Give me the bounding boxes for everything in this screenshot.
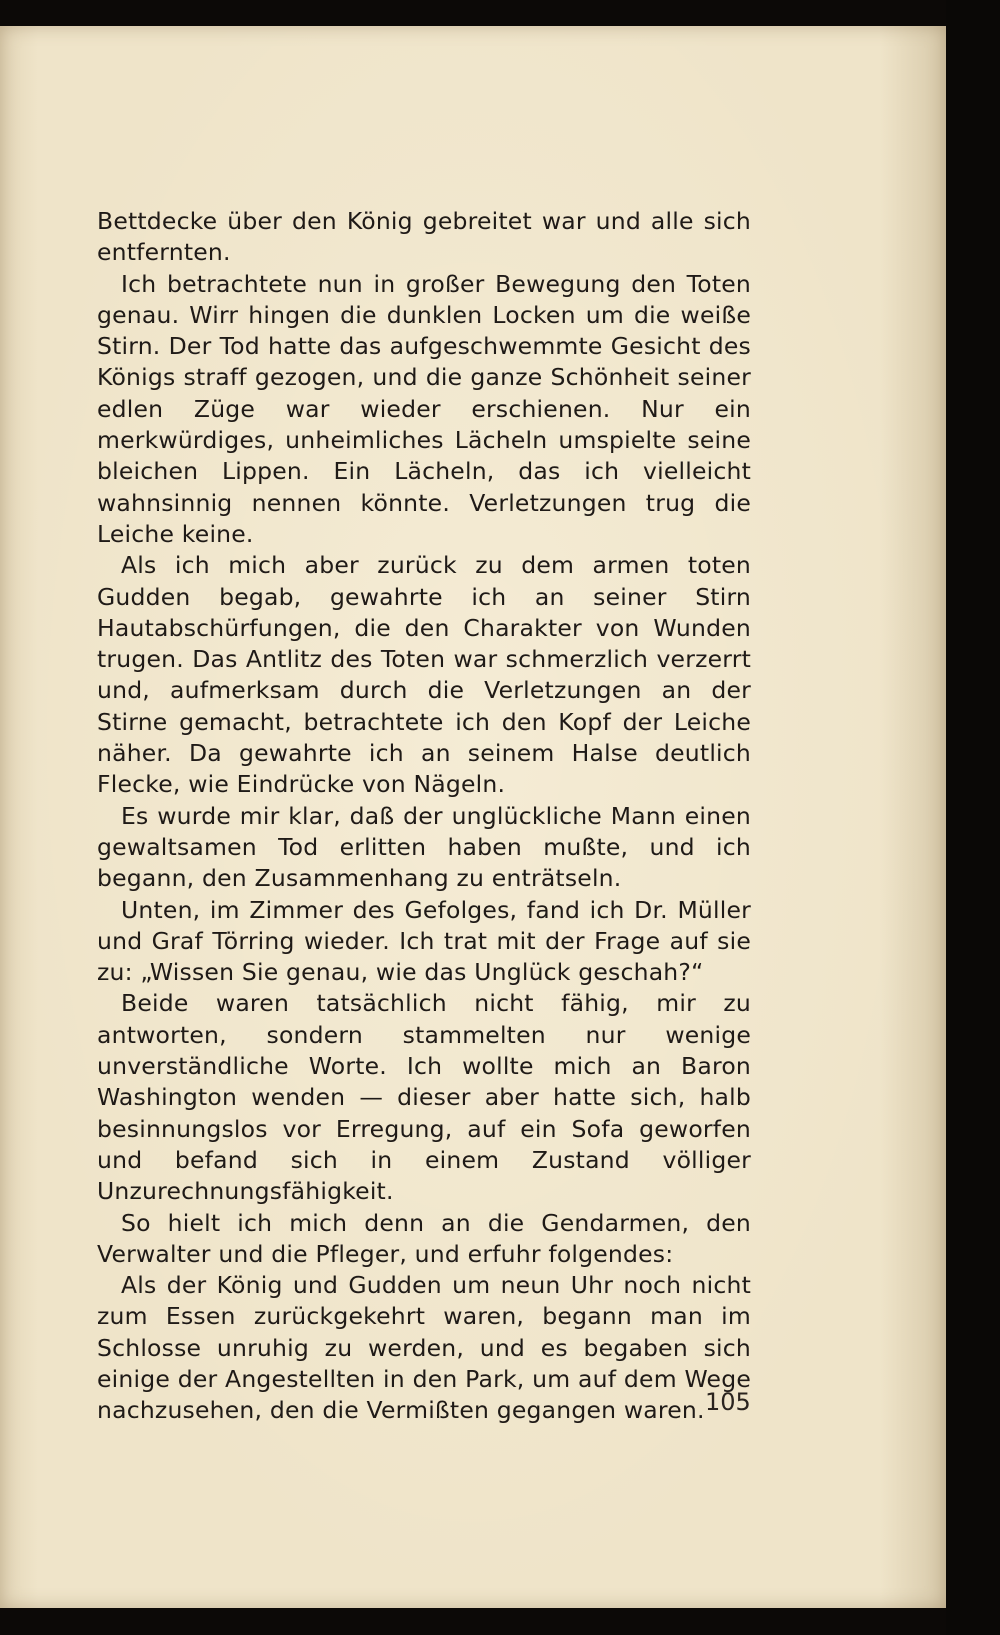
paragraph-3: Als ich mich aber zurück zu dem armen toten Gudden begab, gewahrte ich an seiner Stirn Hautabschürfungen, die den Charakter von Wunden trugen. Das Antlitz des Toten war schmerzlich verzerrt und, aufmerksam durch die Verletzungen an der Stirne gemacht, betrachtete ich den Kopf der Leiche näher. Da gewahrte ich an seinem Halse deutlich Flecke, wie Eindrücke von Nägeln. (97, 551, 751, 799)
paragraph-5: Unten, im Zimmer des Gefolges, fand ich Dr. Müller und Graf Törring wieder. Ich trat mit der Frage auf sie zu: „Wissen Sie genau, wie das Unglück geschah?“ (97, 895, 751, 987)
paragraph-1: Bettdecke über den König gebreitet war und alle sich entfernten. (97, 207, 751, 267)
paragraph-7: So hielt ich mich denn an die Gendarmen, den Verwalter und die Pfleger, und erfuhr folgendes: (97, 1208, 751, 1268)
book-page (0, 26, 946, 1608)
body-text (97, 206, 751, 1427)
paragraph-4: Es wurde mir klar, daß der unglückliche Mann einen gewaltsamen Tod erlitten haben mußte, und ich begann, den Zusammenhang zu enträtseln. (97, 801, 751, 893)
paragraph-6: Beide waren tatsächlich nicht fähig, mir zu antworten, sondern stammelten nur wenige unverständliche Worte. Ich wollte mich an Baron Washington wenden — dieser aber hatte sich, halb besinnungslos vor Erregung, auf ein Sofa geworfen und befand sich in einem Zustand völliger Unzurechnungsfähigkeit. (97, 989, 751, 1206)
paragraph-8: Als der König und Gudden um neun Uhr noch nicht zum Essen zurückgekehrt waren, begann man im Schlosse unruhig zu werden, und es begaben sich einige der Angestellten in den Park, um auf dem Wege nachzusehen, den die Vermißten gegangen waren. (97, 1271, 751, 1425)
paragraph-2: Ich betrachtete nun in großer Bewegung den Toten genau. Wirr hingen die dunklen Locken um die weiße Stirn. Der Tod hatte das aufgeschwemmte Gesicht des Königs straff gezogen, und die ganze Schönheit seiner edlen Züge war wieder erschienen. Nur ein merkwürdiges, unheimliches Lächeln umspielte seine bleichen Lippen. Ein Lächeln, das ich vielleicht wahnsinnig nennen könnte. Verletzungen trug die Leiche keine. (97, 269, 751, 548)
page-edge-shadow (946, 0, 1000, 1635)
page-number: 105 (705, 1388, 751, 1416)
